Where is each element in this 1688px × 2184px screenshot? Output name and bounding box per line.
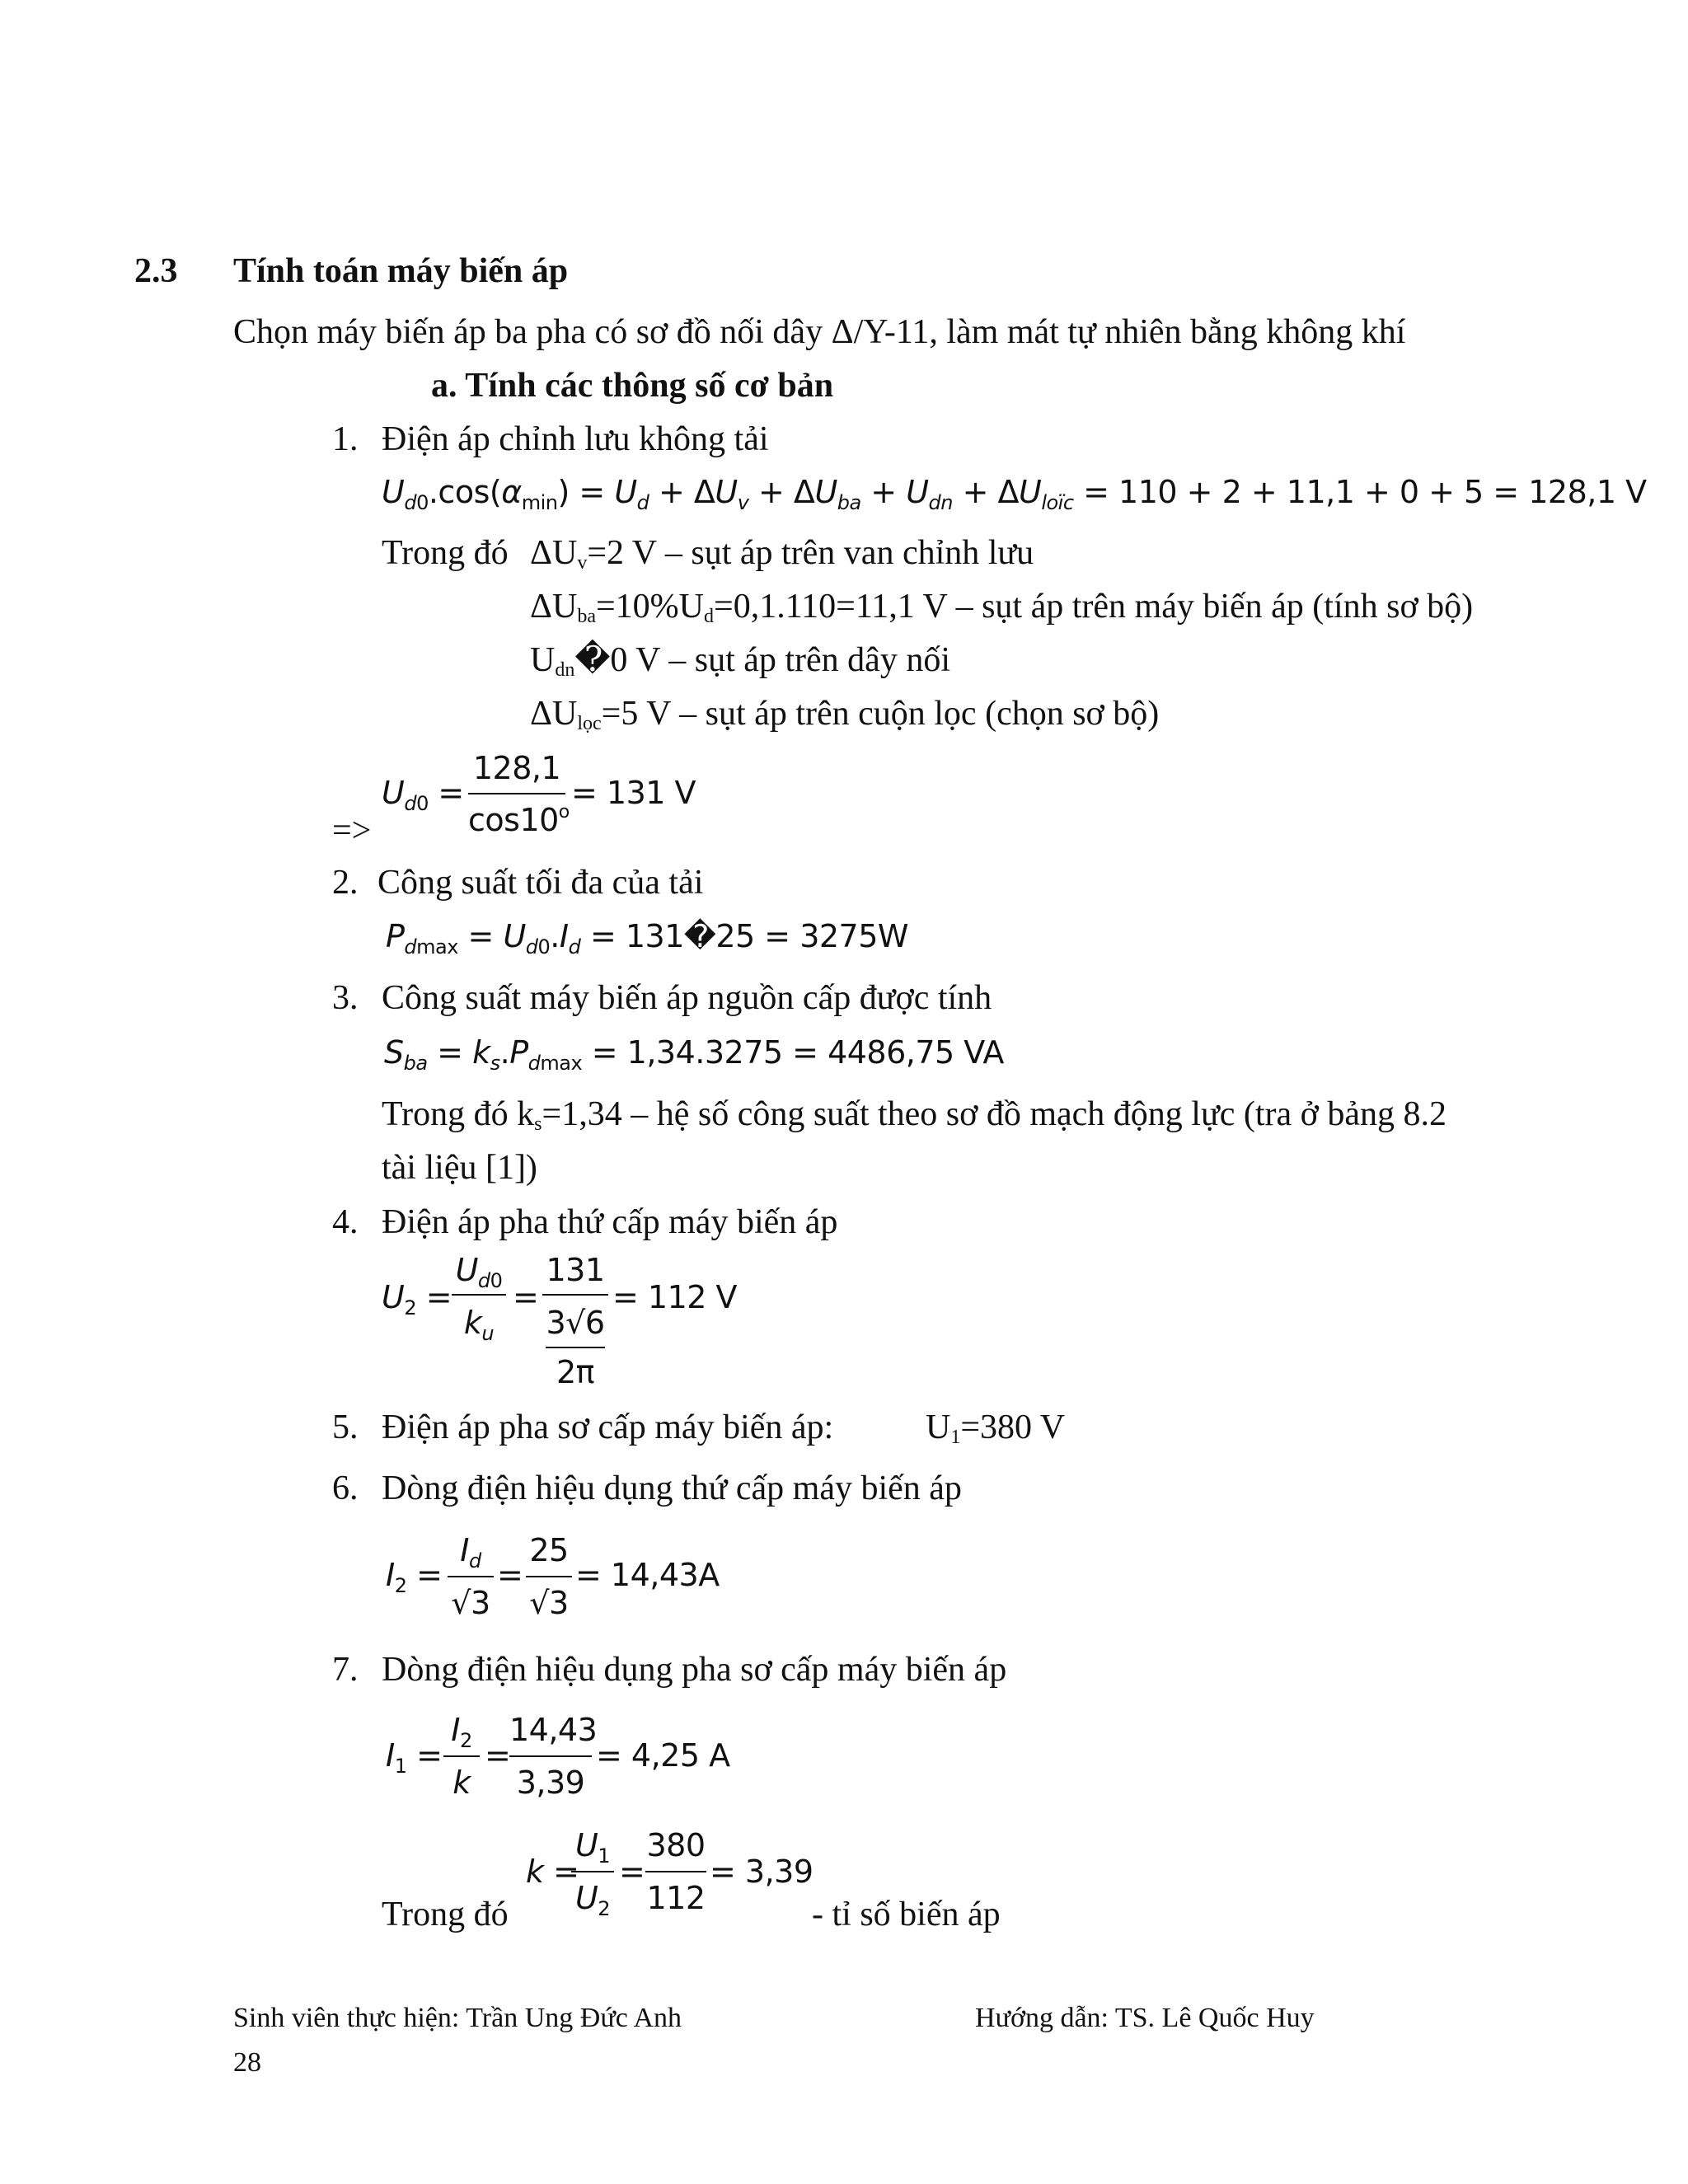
formula-u2-lhs: $U_2$ = [382,1279,452,1319]
formula-rhs: = 1,34.3275 = 4486,75 VA [591,1034,1004,1071]
note-reference: tài liệu [1]) [382,1149,537,1187]
fraction-numerator: 25 [529,1532,569,1568]
fraction-bar [443,1755,480,1757]
fraction-denominator: √3 [529,1585,569,1621]
fraction-bar [468,793,565,794]
where-label: Trong đó [382,534,509,572]
item-title: Dòng điện hiệu dụng pha sơ cấp máy biến áp [382,1651,1007,1689]
fraction-numerator: 128,1 [472,750,561,786]
fraction-bar [546,1347,605,1348]
fraction-numerator: 380 [646,1827,706,1863]
fraction-denominator: $U_2$ [574,1880,611,1920]
result-value: = 112 V [612,1279,738,1315]
result-lhs: $U_{d0}$ = [382,775,464,815]
result-value: = 3,39 [710,1854,814,1890]
fraction-denominator: 112 [646,1880,706,1916]
item-number: 6. [332,1469,359,1507]
note-voltage-drop-wire: Udn�0 V – sụt áp trên dây nối [530,641,950,681]
fraction-numerator: $U_1$ [574,1827,611,1868]
equals-sign: = [513,1279,539,1315]
note-power-factor: Trong đó ks=1,34 – hệ số công suất theo sơ đồ mạch động lực (tra ở bảng 8.2 [382,1095,1447,1135]
formula-i2-lhs: $I_2$ = [386,1557,443,1597]
note-voltage-drop-valve: ΔUv=2 V – sụt áp trên van chỉnh lưu [530,534,1034,574]
item-title: Điện áp chỉnh lưu không tải [382,420,769,458]
section-intro: Chọn máy biến áp ba pha có sơ đồ nối dây Δ/Y-11, làm mát tự nhiên bằng không khí [233,313,1406,351]
formula-pdmax: $P_{dmax} = U_{d0}.I_d$ = 131�25 = 3275W [386,918,908,958]
fraction-bar [448,1576,494,1577]
fraction-bar [509,1755,592,1757]
fraction-denominator: cos10$^o$ [468,802,570,838]
fraction-denominator: 3√6 [546,1305,605,1341]
formula-rhs: = 131�25 = 3275W [589,918,908,954]
item-number: 2. [332,864,359,902]
section-title: Tính toán máy biến áp [233,252,569,290]
formula-k-lhs: k = [526,1854,579,1890]
subsection-title: a. Tính các thông số cơ bản [431,367,834,405]
formula-rhs: = 110 + 2 + 11,1 + 0 + 5 = 128,1 V [1083,474,1647,510]
equals-sign: = [619,1854,645,1890]
formula-sba: $S_{ba} = k_s.P_{dmax} = 1,34.3275 = 4486,75$ VA [384,1034,1004,1075]
fraction-denominator: k [452,1765,471,1801]
where-label: Trong đó [382,1896,509,1933]
note-voltage-drop-filter: ΔUlọc=5 V – sụt áp trên cuộn lọc (chọn sơ bộ) [530,695,1160,734]
formula-ud0: $U_{d0}.\cos(\alpha_{min}) = U_d + \Delta U_v + \Delta U_{ba} + U_{dn} + \Delta U_{loïc} = 110 + 2 + 11,1 + 0 + 5 = 128,1$ V [382,474,1647,514]
note-voltage-drop-transformer: ΔUba=10%Ud=0,1.110=11,1 V – sụt áp trên máy biến áp (tính sơ bộ) [530,588,1474,627]
result-value: = 4,25 A [596,1737,730,1774]
equals-sign: = [485,1737,511,1774]
result-value: = 131 V [571,775,696,811]
item-number: 7. [332,1651,359,1689]
fraction-numerator: $I_d$ [460,1532,481,1572]
item-title: Công suất máy biến áp nguồn cấp được tính [382,979,992,1017]
fraction-numerator: $U_{d0}$ [455,1252,503,1292]
implies-arrow: => [332,812,372,850]
item-title: Điện áp pha sơ cấp máy biến áp: [382,1408,834,1446]
fraction-denominator: $k_u$ [463,1305,495,1345]
section-number: 2.3 [134,252,178,290]
fraction-bar [526,1576,572,1577]
footer-student: Sinh viên thực hiện: Trần Ung Đức Anh [233,2003,682,2033]
fraction-denominator-2: 2π [556,1354,595,1390]
fraction-numerator: 14,43 [509,1712,598,1748]
fraction-numerator: $I_2$ [451,1712,472,1752]
item-title: Công suất tối đa của tải [377,864,704,902]
k-description: - tỉ số biến áp [812,1896,1001,1933]
item-number: 3. [332,979,359,1017]
fraction-bar [645,1871,706,1872]
item-number: 4. [332,1203,359,1241]
fraction-bar [571,1871,614,1872]
fraction-denominator: 3,39 [516,1765,585,1801]
item-number: 1. [332,420,359,458]
fraction-bar [542,1294,608,1296]
formula-i1-lhs: $I_1$ = [386,1737,443,1778]
item-title: Dòng điện hiệu dụng thứ cấp máy biến áp [382,1469,962,1507]
fraction-numerator: 131 [546,1252,605,1288]
fraction-bar [452,1294,506,1296]
page-number: 28 [233,2047,261,2078]
fraction-denominator: √3 [451,1585,490,1621]
result-value: = 14,43A [575,1557,720,1593]
equals-sign: = [497,1557,523,1593]
primary-voltage-value: U1=380 V [926,1408,1066,1448]
item-title: Điện áp pha thứ cấp máy biến áp [382,1203,838,1241]
item-number: 5. [332,1408,359,1446]
footer-advisor: Hướng dẫn: TS. Lê Quốc Huy [975,2003,1315,2033]
